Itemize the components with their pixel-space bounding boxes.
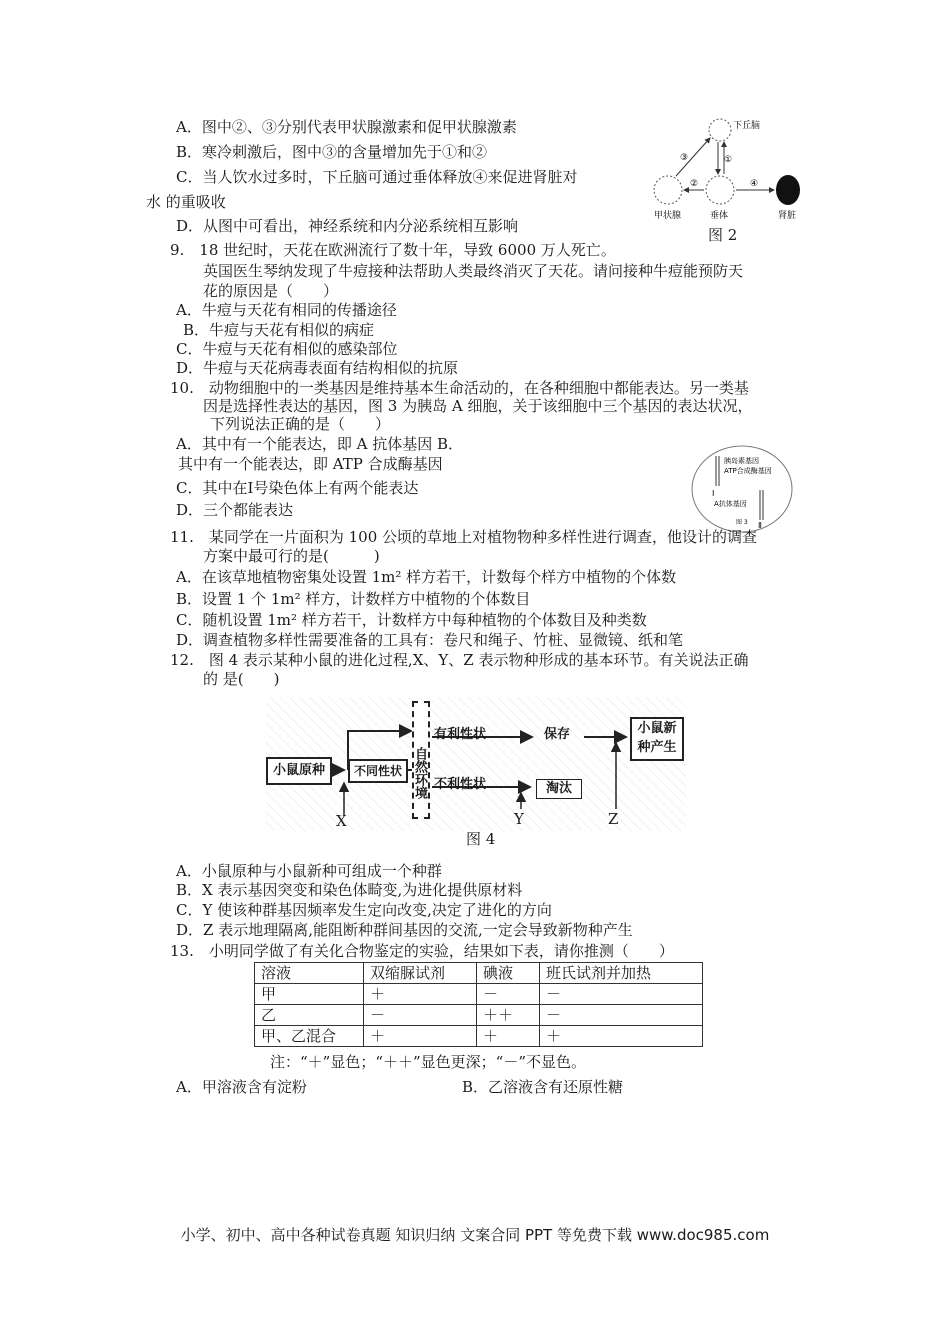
table-cell: ＋ xyxy=(364,984,477,1005)
q13-option-a: A．甲溶液含有淀粉 xyxy=(176,1078,307,1096)
table-cell: 乙 xyxy=(255,1005,364,1026)
table-cell: ＋ xyxy=(477,1026,540,1047)
q11-stem: 11. 某同学在一片面积为 100 公顷的草地上对植物物种多样性进行调查，他设计的调查 xyxy=(170,528,758,546)
hypothalamus-node xyxy=(709,119,731,141)
q13-option-b: B．乙溶液含有还原性糖 xyxy=(462,1078,624,1096)
q9-stem-line3: 花的原因是（ ） xyxy=(203,282,339,300)
table-row xyxy=(255,984,703,1005)
figure-3 xyxy=(690,444,794,534)
table-note: 注：“＋”显色；“＋＋”显色更深；“－”不显色。 xyxy=(270,1053,587,1071)
q12-stem-line2: 的 是( ) xyxy=(203,670,280,688)
table-header-cell: 碘液 xyxy=(477,963,540,984)
q8-option-b: B．寒冷刺激后，图中③的含量增加先于①和② xyxy=(176,143,488,161)
q8-option-a: A．图中②、③分别代表甲状腺激素和促甲状腺激素 xyxy=(176,118,517,136)
q12-option-a: A．小鼠原种与小鼠新种可组成一个种群 xyxy=(176,862,442,880)
hypothalamus-label: 下丘脑 xyxy=(733,121,761,131)
q12-option-b: B．X 表示基因突变和染色体畸变,为进化提供原材料 xyxy=(176,881,523,899)
chromosome-2-label: Ⅱ xyxy=(758,521,762,530)
traits-box: 不同性状 xyxy=(348,759,408,783)
thyroid-node xyxy=(654,176,682,204)
q8-option-c: C．当人饮水过多时，下丘脑可通过垂体释放④来促进肾脏对 xyxy=(176,168,578,186)
q12-stem: 12. 图 4 表示某种小鼠的进化过程,X、Y、Z 表示物种形成的基本环节。有关说法正确 xyxy=(170,651,749,669)
table-row xyxy=(255,1005,703,1026)
q11-option-b: B．设置 1 个 1m² 样方，计数样方中植物的个体数目 xyxy=(176,590,531,608)
page-footer: 小学、初中、高中各种试卷真题 知识归纳 文案合同 PPT 等免费下载 www.doc985.com xyxy=(180,1226,770,1244)
q9-stem-line2: 英国医生琴纳发现了牛痘接种法帮助人类最终消灭了天花。请问接种牛痘能预防天 xyxy=(203,262,744,280)
new-species-box: 小鼠新种产生 xyxy=(630,717,684,761)
table-cell: － xyxy=(540,1005,703,1026)
table-header-cell: 溶液 xyxy=(255,963,364,984)
table-header-cell: 班氏试剂并加热 xyxy=(540,963,703,984)
label-y: Y xyxy=(514,810,524,828)
q12-option-d: D．Z 表示地理隔离,能阻断种群间基因的交流,一定会导致新物种产生 xyxy=(176,921,633,939)
table-cell: 甲 xyxy=(255,984,364,1005)
results-table xyxy=(254,962,703,1047)
gene-insulin-label: 胰岛素基因 xyxy=(724,457,759,465)
q11-stem-line2: 方案中最可行的是( ) xyxy=(203,547,380,565)
table-cell: － xyxy=(477,984,540,1005)
fig2-num-2: ② xyxy=(690,179,699,189)
q9-option-a: A．牛痘与天花有相同的传播途径 xyxy=(176,301,397,319)
preserve-label: 保存 xyxy=(544,727,571,742)
q8-option-c-cont: 水 的重吸收 xyxy=(146,193,226,211)
q12-option-c: C．Y 使该种群基因频率发生定向改变,决定了进化的方向 xyxy=(176,901,552,919)
q9-stem: 9. 18 世纪时，天花在欧洲流行了数十年，导致 6000 万人死亡。 xyxy=(170,241,616,259)
gene-atp-label: ATP合成酶基因 xyxy=(724,467,772,475)
fig2-num-1: ① xyxy=(724,155,733,165)
fig2-num-4: ④ xyxy=(750,179,759,189)
table-cell: ＋＋ xyxy=(477,1005,540,1026)
gene-antibody-label: A抗体基因 xyxy=(714,500,747,508)
table-header-cell: 双缩脲试剂 xyxy=(364,963,477,984)
label-x: X xyxy=(336,812,347,830)
figure-2-caption: 图 2 xyxy=(708,226,738,244)
pituitary-label: 垂体 xyxy=(710,211,729,221)
q10-option-c: C．其中在Ⅰ号染色体上有两个能表达 xyxy=(176,479,419,497)
thyroid-label: 甲状腺 xyxy=(654,211,682,221)
favorable-traits-label: 有利性状 xyxy=(434,727,487,742)
environment-box: 自然环境 xyxy=(412,701,430,819)
q13-stem: 13. 小明同学做了有关化合物鉴定的实验，结果如下表，请你推测（ ） xyxy=(170,942,674,960)
q10-stem-line2: 因是选择性表达的基因，图 3 为胰岛 A 细胞，关于该细胞中三个基因的表达状况， xyxy=(203,397,753,415)
pituitary-node xyxy=(706,176,734,204)
unfavorable-traits-label: 不利性状 xyxy=(434,777,487,792)
q10-stem: 10. 动物细胞中的一类基因是维持基本生命活动的，在各种细胞中都能表达。另一类基 xyxy=(170,379,749,397)
table-cell: － xyxy=(540,984,703,1005)
q11-option-a: A．在该草地植物密集处设置 1m² 样方若干，计数每个样方中植物的个体数 xyxy=(176,568,677,586)
label-z: Z xyxy=(608,810,619,828)
q10-option-b: 其中有一个能表达，即 ATP 合成酶基因 xyxy=(178,455,443,473)
fig2-num-3: ③ xyxy=(680,153,689,163)
q9-option-b: B．牛痘与天花有相似的病症 xyxy=(183,321,375,339)
figure-2 xyxy=(640,110,820,240)
table-cell: － xyxy=(364,1005,477,1026)
q9-option-d: D．牛痘与天花病毒表面有结构相似的抗原 xyxy=(176,359,459,377)
table-cell: 甲、乙混合 xyxy=(255,1026,364,1047)
figure-3-caption: 图 3 xyxy=(736,519,748,526)
table-row xyxy=(255,1026,703,1047)
eliminate-box: 淘汰 xyxy=(536,779,582,799)
figure-4-caption: 图 4 xyxy=(466,830,496,848)
origin-species-box: 小鼠原种 xyxy=(266,757,332,785)
q11-option-c: C．随机设置 1m² 样方若干，计数样方中每种植物的个体数目及种类数 xyxy=(176,611,647,629)
q10-stem-line3: 下列说法正确的是（ ） xyxy=(210,415,391,433)
kidney-node xyxy=(776,175,800,205)
table-header-row xyxy=(255,963,703,984)
q9-option-c: C．牛痘与天花有相似的感染部位 xyxy=(176,340,398,358)
figure-4 xyxy=(266,697,686,831)
q10-option-a: A．其中有一个能表达，即 A 抗体基因 B． xyxy=(176,435,463,453)
q8-option-d: D．从图中可看出，神经系统和内分泌系统相互影响 xyxy=(176,217,519,235)
q11-option-d: D．调查植物多样性需要准备的工具有：卷尺和绳子、竹桩、显微镜、纸和笔 xyxy=(176,631,684,649)
table-cell: ＋ xyxy=(540,1026,703,1047)
chromosome-1-label: Ⅰ xyxy=(712,489,715,498)
kidney-label: 肾脏 xyxy=(778,211,797,221)
table-cell: ＋ xyxy=(364,1026,477,1047)
q10-option-d: D．三个都能表达 xyxy=(176,501,294,519)
